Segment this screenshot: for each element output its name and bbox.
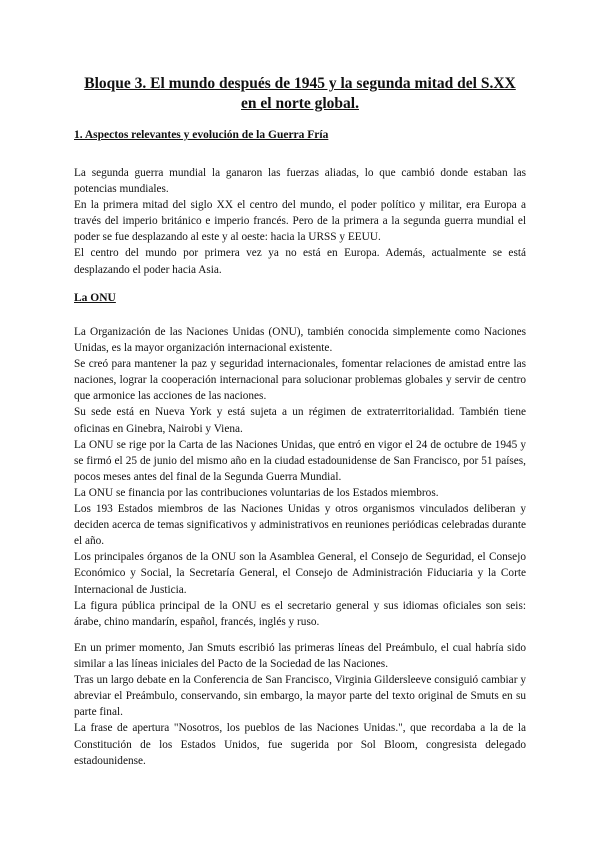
paragraph: Los 193 Estados miembros de las Naciones Unidas y otros organismos vinculados deliberan y deciden acerca de temas significativos y administrativos en reuniones periódicas celebradas durante el año. bbox=[74, 503, 526, 548]
paragraph: En un primer momento, Jan Smuts escribió las primeras líneas del Preámbulo, el cual habría sido similar a las líneas iniciales del Pacto de la Sociedad de las Naciones. bbox=[74, 642, 526, 671]
document-title bbox=[60, 74, 540, 114]
title-line-1: Bloque 3. El mundo después de 1945 y la segunda mitad del S.XX bbox=[84, 75, 516, 92]
paragraph: Tras un largo debate en la Conferencia de San Francisco, Virginia Gildersleeve consiguió cambiar y abreviar el Preámbulo, conservando, sin embargo, la mayor parte del texto original de Smuts en su parte final. bbox=[74, 674, 526, 719]
paragraph: La segunda guerra mundial la ganaron las fuerzas aliadas, lo que cambió donde estaban las potencias mundiales. bbox=[74, 167, 526, 196]
paragraph: La frase de apertura "Nosotros, los pueblos de las Naciones Unidas.", que recordaba a la de la Constitución de los Estados Unidos, fue sugerida por Sol Bloom, congresista delegado estadounidense. bbox=[74, 722, 526, 767]
subsection-heading-onu: La ONU bbox=[74, 292, 116, 304]
paragraph: En la primera mitad del siglo XX el centro del mundo, el poder político y militar, era Europa a través del imperio británico e imperio francés. Pero de la primera a la segunda guerra mundial el poder se fue desplazando al este y al oeste: hacia la URSS y EEUU. bbox=[74, 199, 526, 244]
paragraph: El centro del mundo por primera vez ya no está en Europa. Además, actualmente se está desplazando el poder hacia Asia. bbox=[74, 247, 526, 276]
paragraph: Su sede está en Nueva York y está sujeta a un régimen de extraterritorialidad. También tiene oficinas en Ginebra, Nairobi y Viena. bbox=[74, 406, 526, 435]
title-line-2: en el norte global. bbox=[241, 95, 359, 112]
paragraph: La figura pública principal de la ONU es el secretario general y sus idiomas oficiales son seis: árabe, chino mandarín, español, francés, inglés y ruso. bbox=[74, 599, 526, 628]
onu-body bbox=[74, 324, 526, 630]
section-1-body bbox=[74, 165, 526, 278]
paragraph: La Organización de las Naciones Unidas (ONU), también conocida simplemente como Naciones Unidas, es la mayor organización internacional existente. bbox=[74, 326, 526, 355]
paragraph: Se creó para mantener la paz y seguridad internacionales, fomentar relaciones de amistad entre las naciones, lograr la cooperación internacional para solucionar problemas globales y servir de centro que armonice las acciones de las naciones. bbox=[74, 358, 526, 403]
section-heading: 1. Aspectos relevantes y evolución de la Guerra Fría bbox=[74, 129, 329, 141]
paragraph: La ONU se rige por la Carta de las Naciones Unidas, que entró en vigor el 24 de octubre de 1945 y se firmó el 25 de junio del mismo año en la ciudad estadounidense de San Francisco, por 51 países, pocos meses antes del final de la Segunda Guerra Mundial. bbox=[74, 438, 526, 483]
onu-preamble-body bbox=[74, 640, 526, 769]
paragraph: La ONU se financia por las contribuciones voluntarias de los Estados miembros. bbox=[74, 486, 439, 499]
paragraph: Los principales órganos de la ONU son la Asamblea General, el Consejo de Seguridad, el Consejo Económico y Social, la Secretaría General, el Consejo de Administración Fiduciaria y la Corte Internacional de Justicia. bbox=[74, 551, 526, 596]
